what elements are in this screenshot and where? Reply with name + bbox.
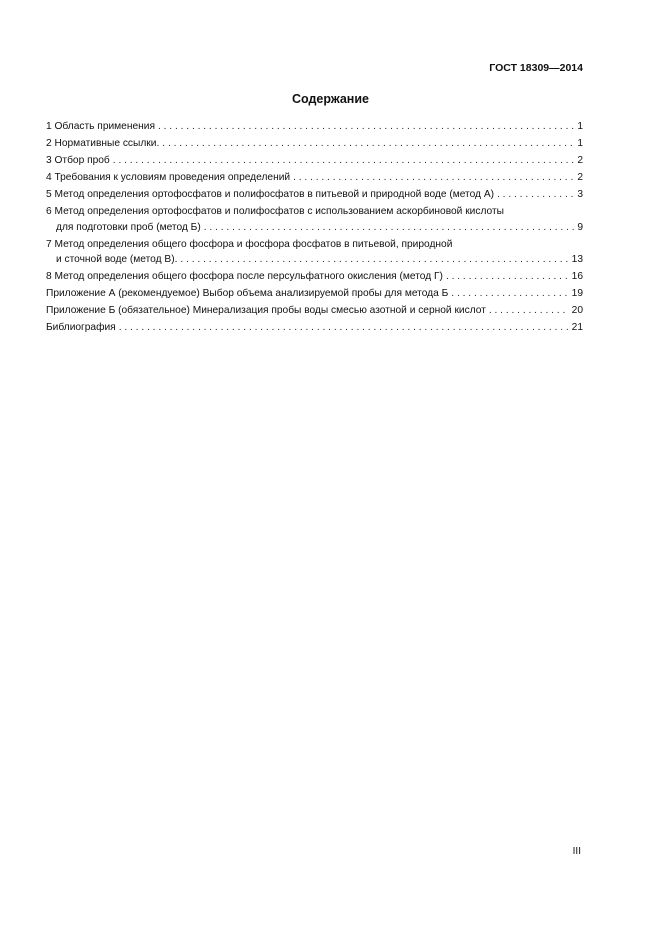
toc-page-number: 3 [577, 189, 583, 200]
toc-leader-dots [446, 269, 569, 285]
toc-entry-title: Библиография [46, 322, 116, 333]
toc-entry-title: Приложение А (рекомендуемое) Выбор объема анализируемой пробы для метода Б [46, 288, 449, 299]
toc-leader-dots [204, 220, 575, 236]
toc-entry-title: 3 Отбор проб [46, 155, 110, 166]
toc-entry[interactable] [46, 286, 583, 302]
toc-page-number: 2 [577, 172, 583, 183]
toc-entry-title: 5 Метод определения ортофосфатов и полифосфатов в питьевой и природной воде (метод А) [46, 189, 495, 200]
page-number: III [572, 846, 581, 857]
toc-entry[interactable] [46, 303, 583, 319]
toc-leader-dots [293, 170, 574, 186]
toc-entry-title-line: 7 Метод определения общего фосфора и фосфора фосфатов в питьевой, природной [46, 238, 453, 250]
toc-page-number: 13 [571, 254, 583, 265]
toc-leader-dots [497, 187, 574, 203]
toc-leader-dots [180, 252, 568, 268]
table-of-contents [46, 119, 583, 337]
toc-page-number: 21 [571, 322, 583, 333]
toc-entry[interactable] [46, 237, 583, 268]
toc-page-number: 1 [577, 121, 583, 132]
toc-entry-title: Приложение Б (обязательное) Минерализация пробы воды смесью азотной и серной кислот [46, 305, 486, 316]
toc-entry-title: для подготовки проб (метод Б) [56, 221, 201, 233]
toc-entry-title: 1 Область применения [46, 121, 155, 132]
toc-entry[interactable] [46, 119, 583, 135]
toc-entry-title: и сточной воде (метод В). [56, 254, 178, 265]
toc-page-number: 2 [577, 155, 583, 166]
toc-leader-dots [119, 320, 569, 336]
toc-leader-dots [489, 303, 569, 319]
toc-entry[interactable] [46, 153, 583, 169]
toc-page-number: 19 [571, 288, 583, 299]
toc-entry[interactable] [46, 187, 583, 203]
toc-leader-dots [162, 136, 574, 152]
toc-entry-title: 2 Нормативные ссылки. [46, 138, 160, 149]
toc-entry-title: 8 Метод определения общего фосфора после персульфатного окисления (метод Г) [46, 271, 443, 282]
toc-page-number: 9 [577, 221, 583, 233]
toc-leader-dots [451, 286, 568, 302]
toc-entry[interactable] [46, 170, 583, 186]
toc-page-number: 16 [571, 271, 583, 282]
toc-entry[interactable] [46, 269, 583, 285]
page-title: Содержание [291, 92, 369, 106]
toc-page-number: 1 [577, 138, 583, 149]
toc-entry[interactable] [46, 320, 583, 336]
toc-page-number: 20 [571, 305, 583, 316]
toc-entry[interactable] [46, 136, 583, 152]
toc-entry[interactable] [46, 204, 583, 235]
toc-leader-dots [158, 119, 574, 135]
toc-leader-dots [113, 153, 575, 169]
document-code: ГОСТ 18309—2014 [489, 62, 583, 74]
toc-entry-title-line: 6 Метод определения ортофосфатов и полифосфатов с использованием аскорбиновой кислоты [46, 206, 504, 217]
toc-entry-title: 4 Требования к условиям проведения определений [46, 172, 291, 183]
